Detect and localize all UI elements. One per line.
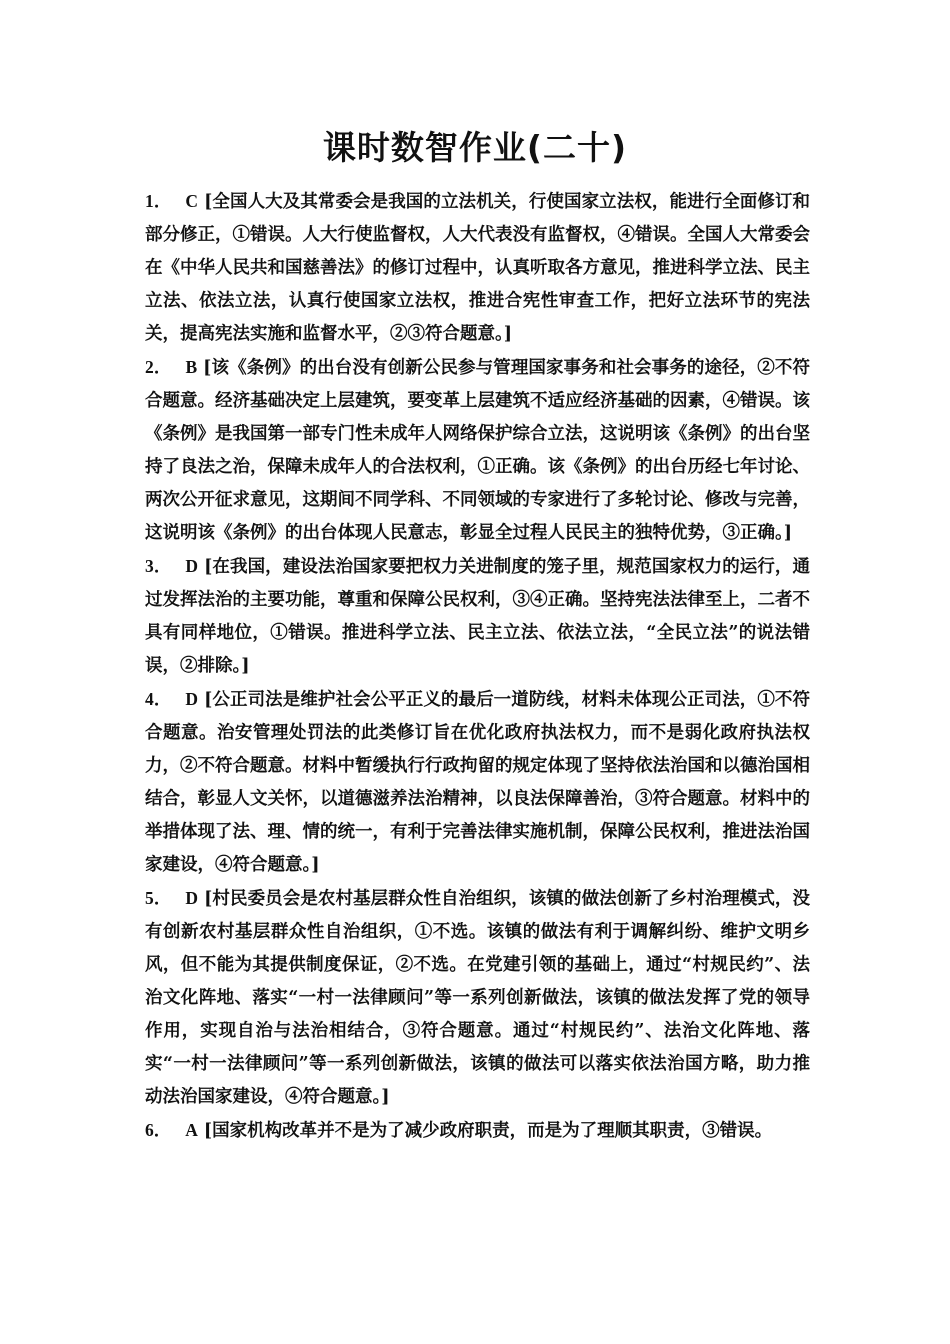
question-item xyxy=(145,351,810,550)
question-answer: D xyxy=(185,888,199,908)
question-number: 6． xyxy=(145,1120,172,1140)
question-answer: D xyxy=(185,689,199,709)
question-explanation: [村民委员会是农村基层群众性自治组织，该镇的做法创新了乡村治理模式，没有创新农村基层群众性自治组织，①不选。该镇的做法有利于调解纠纷、维护文明乡风，但不能为其提供制度保证，②不选。在党建引领的基础上，通过“村规民约”、法治文化阵地、落实“一村一法律顾问”等一系列创新做法，该镇的做法发挥了党的领导作用，实现自治与法治相结合，③符合题意。通过“村规民约”、法治文化阵地、落实“一村一法律顾问”等一系列创新做法，该镇的做法可以落实依法治国方略，助力推动法治国家建设，④符合题意。] xyxy=(145,889,811,1107)
question-number: 4． xyxy=(145,689,172,709)
question-explanation: [公正司法是维护社会公平正义的最后一道防线，材料未体现公正司法，①不符合题意。治安管理处罚法的此类修订旨在优化政府执法权力，而不是弱化政府执法权力，②不符合题意。材料中暂缓执行行政拘留的规定体现了坚持依法治国和以德治国相结合，彰显人文关怀，以道德滋养法治精神，以良法保障善治，③符合题意。材料中的举措体现了法、理、情的统一，有利于完善法律实施机制，保障公民权利，推进法治国家建设，④符合题意。] xyxy=(145,690,811,875)
question-explanation: [该《条例》的出台没有创新公民参与管理国家事务和社会事务的途径，②不符合题意。经济基础决定上层建筑，要变革上层建筑不适应经济基础的因素，④错误。该《条例》是我国第一部专门性未成年人网络保护综合立法，这说明该《条例》的出台坚持了良法之治，保障未成年人的合法权利，①正确。该《条例》的出台历经七年讨论、两次公开征求意见，这期间不同学科、不同领域的专家进行了多轮讨论、修改与完善，这说明该《条例》的出台体现人民意志，彰显全过程人民民主的独特优势，③正确。] xyxy=(145,358,811,543)
question-explanation: [在我国，建设法治国家要把权力关进制度的笼子里，规范国家权力的运行，通过发挥法治的主要功能，尊重和保障公民权利，③④正确。坚持宪法法律至上，二者不具有同样地位，①错误。推进科学立法、民主立法、依法立法，“全民立法”的说法错误，②排除。] xyxy=(145,557,811,676)
question-number: 5． xyxy=(145,888,172,908)
question-number: 1． xyxy=(145,191,172,211)
answer-list xyxy=(145,185,810,1148)
question-item xyxy=(145,550,810,683)
question-number: 3． xyxy=(145,556,172,576)
question-number: 2． xyxy=(145,357,172,377)
question-explanation: [国家机构改革并不是为了减少政府职责，而是为了理顺其职责，③错误。 xyxy=(203,1121,773,1141)
question-item xyxy=(145,683,810,882)
question-answer: C xyxy=(185,191,199,211)
question-item xyxy=(145,185,810,351)
question-answer: D xyxy=(185,556,199,576)
question-answer: A xyxy=(185,1120,198,1140)
question-item xyxy=(145,1114,810,1148)
page-title: 课时数智作业(二十) xyxy=(322,128,628,167)
question-answer: B xyxy=(185,357,198,377)
question-explanation: [全国人大及其常委会是我国的立法机关，行使国家立法权，能进行全面修订和部分修正，①错误。人大行使监督权，人大代表没有监督权，④错误。全国人大常委会在《中华人民共和国慈善法》的修订过程中，认真听取各方意见，推进科学立法、民主立法、依法立法，认真行使国家立法权，推进合宪性审查工作，把好立法环节的宪法关，提高宪法实施和监督水平，②③符合题意。] xyxy=(145,192,811,344)
question-item xyxy=(145,882,810,1114)
